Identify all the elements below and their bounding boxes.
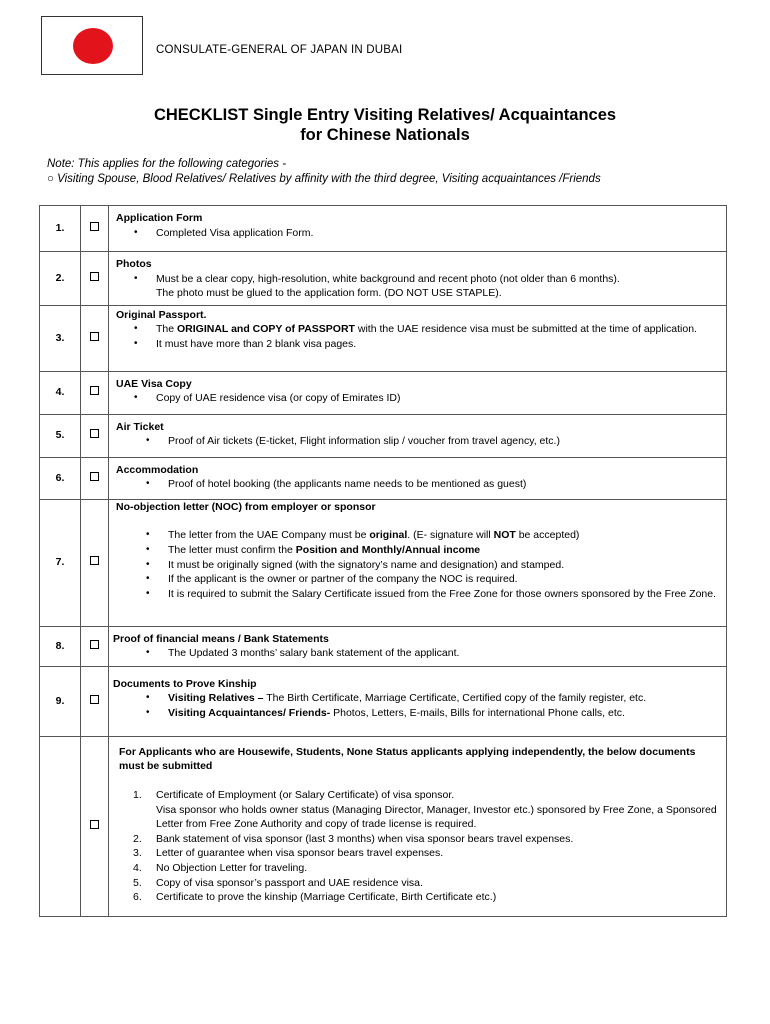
row-content bbox=[109, 305, 727, 371]
list-item: 1. Certificate of Employment (or Salary Certificate) of visa sponsor. Visa sponsor who holds owner status (Managing Director, Manager, Investor etc.) sponsored by Free Zone, a Sponsored Letter from Free Zone Authority and copy of trade license is required. bbox=[133, 788, 717, 831]
checkbox-icon bbox=[90, 222, 99, 231]
section-title: No-objection letter (NOC) from employer or sponsor bbox=[116, 500, 376, 513]
row-content bbox=[109, 206, 727, 252]
flag-sun-icon bbox=[73, 28, 113, 64]
list-item: • The ORIGINAL and COPY of PASSPORT with the UAE residence visa must be submitted at the time of application. bbox=[156, 322, 720, 337]
japan-flag bbox=[41, 16, 143, 75]
checkbox-icon bbox=[90, 332, 99, 341]
title-line-2: for Chinese Nationals bbox=[300, 126, 470, 144]
section-title: Air Ticket bbox=[116, 420, 164, 433]
consulate-name: CONSULATE-GENERAL OF JAPAN IN DUBAI bbox=[156, 44, 403, 56]
note-line-1: Note: This applies for the following categories - bbox=[47, 158, 287, 170]
table-row bbox=[40, 457, 727, 499]
checkbox[interactable] bbox=[81, 736, 109, 916]
row-number: 2. bbox=[40, 252, 81, 306]
row-number: 6. bbox=[40, 457, 81, 499]
checkbox[interactable] bbox=[81, 626, 109, 666]
section-title: Proof of financial means / Bank Statements bbox=[113, 632, 329, 645]
table-row bbox=[40, 305, 727, 371]
list-item: • Visiting Relatives – The Birth Certificate, Marriage Certificate, Certified copy of the family register, etc. bbox=[168, 691, 720, 706]
page-title bbox=[0, 105, 770, 145]
list-item: • Proof of hotel booking (the applicants name needs to be mentioned as guest) bbox=[168, 477, 720, 492]
row-number: 4. bbox=[40, 371, 81, 414]
note bbox=[47, 157, 601, 187]
list-item: • It must have more than 2 blank visa pages. bbox=[156, 337, 720, 352]
checkbox-icon bbox=[90, 695, 99, 704]
checkbox-icon bbox=[90, 272, 99, 281]
checkbox[interactable] bbox=[81, 305, 109, 371]
checklist-table bbox=[39, 205, 727, 917]
list-item: • If the applicant is the owner or partner of the company the NOC is required. bbox=[168, 572, 720, 587]
section-title: For Applicants who are Housewife, Students, None Status applicants applying independently, the below documents must be submitted bbox=[119, 745, 696, 773]
list-item: • Proof of Air tickets (E-ticket, Flight information slip / voucher from travel agency, etc.) bbox=[168, 434, 720, 449]
row-content bbox=[109, 736, 727, 916]
checkbox-icon bbox=[90, 820, 99, 829]
list-item: 3. Letter of guarantee when visa sponsor bears travel expenses. bbox=[133, 847, 444, 860]
list-item: • The letter must confirm the Position and Monthly/Annual income bbox=[168, 543, 720, 558]
list-item: 4. No Objection Letter for traveling. bbox=[133, 861, 308, 874]
table-row bbox=[40, 252, 727, 306]
table-row bbox=[40, 626, 727, 666]
checkbox[interactable] bbox=[81, 499, 109, 626]
row-content bbox=[109, 457, 727, 499]
list-item: • The Updated 3 months’ salary bank statement of the applicant. bbox=[168, 646, 720, 661]
row-number: 1. bbox=[40, 206, 81, 252]
checkbox[interactable] bbox=[81, 457, 109, 499]
row-content bbox=[109, 666, 727, 736]
row-number: 3. bbox=[40, 305, 81, 371]
checkbox-icon bbox=[90, 472, 99, 481]
row-content bbox=[109, 626, 727, 666]
section-title: UAE Visa Copy bbox=[116, 377, 192, 390]
section-title: Accommodation bbox=[116, 463, 199, 476]
table-row bbox=[40, 206, 727, 252]
checkbox[interactable] bbox=[81, 414, 109, 457]
list-item: 6. Certificate to prove the kinship (Marriage Certificate, Birth Certificate etc.) bbox=[133, 891, 497, 904]
row-content bbox=[109, 414, 727, 457]
list-item: • It is required to submit the Salary Certificate issued from the Free Zone for those owners sponsored by the Free Zone. bbox=[168, 587, 720, 602]
checkbox[interactable] bbox=[81, 252, 109, 306]
checkbox[interactable] bbox=[81, 666, 109, 736]
list-item: • Completed Visa application Form. bbox=[156, 226, 720, 241]
section-title: Original Passport. bbox=[116, 308, 207, 321]
list-item: • Must be a clear copy, high-resolution, white background and recent photo (not older than 6 months). The photo must be glued to the application form. (DO NOT USE STAPLE). bbox=[156, 272, 720, 301]
section-title: Photos bbox=[116, 258, 152, 270]
title-line-1: CHECKLIST Single Entry Visiting Relatives/ Acquaintances bbox=[153, 106, 617, 124]
checkbox[interactable] bbox=[81, 206, 109, 252]
table-row bbox=[40, 371, 727, 414]
list-item: • The letter from the UAE Company must be original. (E- signature will NOT be accepted) bbox=[168, 528, 720, 543]
note-line-2: ○ Visiting Spouse, Blood Relatives/ Relatives by affinity with the third degree, Visiting acquaintances /Friends bbox=[47, 173, 601, 185]
list-item: 2. Bank statement of visa sponsor (last 3 months) when visa sponsor bears travel expenses. bbox=[133, 832, 574, 845]
row-number: 9. bbox=[40, 666, 81, 736]
list-item: 5. Copy of visa sponsor’s passport and UAE residence visa. bbox=[133, 876, 423, 889]
row-number bbox=[40, 736, 81, 916]
checkbox[interactable] bbox=[81, 371, 109, 414]
checkbox-icon bbox=[90, 640, 99, 649]
table-row bbox=[40, 414, 727, 457]
row-content bbox=[109, 371, 727, 414]
row-content bbox=[109, 499, 727, 626]
section-title: Application Form bbox=[116, 212, 203, 224]
row-number: 8. bbox=[40, 626, 81, 666]
table-row bbox=[40, 666, 727, 736]
table-row bbox=[40, 499, 727, 626]
section-title: Documents to Prove Kinship bbox=[113, 677, 257, 690]
list-item: • Visiting Acquaintances/ Friends- Photos, Letters, E-mails, Bills for international Phone calls, etc. bbox=[168, 706, 720, 721]
table-row bbox=[40, 736, 727, 916]
list-item: • It must be originally signed (with the signatory’s name and designation) and stamped. bbox=[168, 558, 720, 573]
row-content bbox=[109, 252, 727, 306]
row-number: 5. bbox=[40, 414, 81, 457]
row-number: 7. bbox=[40, 499, 81, 626]
checkbox-icon bbox=[90, 386, 99, 395]
list-item: • Copy of UAE residence visa (or copy of Emirates ID) bbox=[156, 391, 720, 406]
checkbox-icon bbox=[90, 556, 99, 565]
checkbox-icon bbox=[90, 429, 99, 438]
